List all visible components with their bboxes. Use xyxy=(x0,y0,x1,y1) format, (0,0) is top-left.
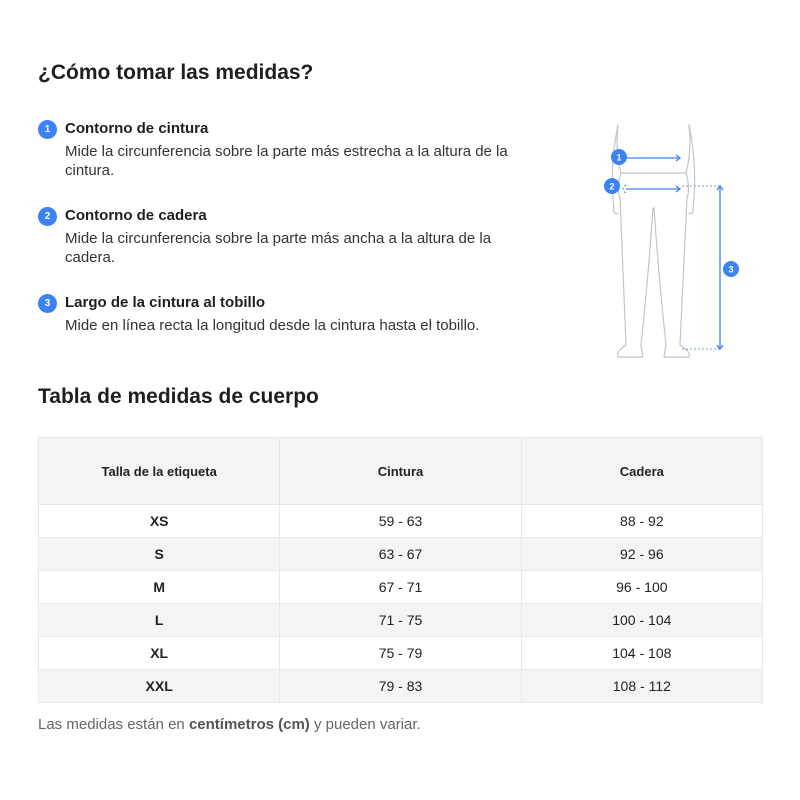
hip-cell: 108 - 112 xyxy=(521,670,762,703)
step-hip xyxy=(38,206,538,267)
size-table xyxy=(38,437,763,703)
size-table-title: Tabla de medidas de cuerpo xyxy=(38,385,319,408)
svg-text:1: 1 xyxy=(616,152,622,163)
step-waist xyxy=(38,119,538,180)
table-row xyxy=(39,505,763,538)
step-description: Mide en línea recta la longitud desde la cintura hasta el tobillo. xyxy=(65,317,480,334)
footnote-unit: centímetros (cm) xyxy=(188,716,310,733)
figure-badge-length xyxy=(723,261,739,277)
column-header-hip: Cadera xyxy=(521,438,762,505)
size-cell: XXL xyxy=(39,670,280,703)
size-cell: L xyxy=(39,604,280,637)
svg-text:3: 3 xyxy=(728,264,734,275)
step-number-badge: 3 xyxy=(38,294,57,313)
table-row xyxy=(39,604,763,637)
column-header-size: Talla de la etiqueta xyxy=(39,438,280,505)
size-cell: XL xyxy=(39,637,280,670)
footnote-suffix: y pueden variar. xyxy=(309,716,421,733)
units-footnote xyxy=(38,716,421,733)
waist-cell: 75 - 79 xyxy=(280,637,521,670)
table-row xyxy=(39,538,763,571)
step-title: Contorno de cintura xyxy=(65,120,209,137)
table-row xyxy=(39,571,763,604)
table-header-row xyxy=(39,438,763,505)
waist-cell: 71 - 75 xyxy=(280,604,521,637)
step-number-badge: 2 xyxy=(38,207,57,226)
hip-cell: 92 - 96 xyxy=(521,538,762,571)
measurement-figure xyxy=(596,113,746,368)
waist-cell: 63 - 67 xyxy=(280,538,521,571)
hip-cell: 104 - 108 xyxy=(521,637,762,670)
body-silhouette-illustration xyxy=(596,113,746,363)
waist-cell: 59 - 63 xyxy=(280,505,521,538)
step-number-badge: 1 xyxy=(38,120,57,139)
size-cell: S xyxy=(39,538,280,571)
step-length xyxy=(38,293,538,335)
hip-cell: 88 - 92 xyxy=(521,505,762,538)
column-header-waist: Cintura xyxy=(280,438,521,505)
svg-text:2: 2 xyxy=(609,181,615,192)
guide-title: ¿Cómo tomar las medidas? xyxy=(38,61,314,84)
size-cell: M xyxy=(39,571,280,604)
figure-badge-hip xyxy=(604,178,620,194)
waist-cell: 79 - 83 xyxy=(280,670,521,703)
hip-cell: 100 - 104 xyxy=(521,604,762,637)
table-row xyxy=(39,670,763,703)
figure-badge-waist xyxy=(611,149,627,165)
footnote-prefix: Las medidas están en xyxy=(38,716,189,733)
step-description: Mide la circunferencia sobre la parte más ancha a la altura de la cadera. xyxy=(65,230,492,266)
waist-cell: 67 - 71 xyxy=(280,571,521,604)
step-title: Largo de la cintura al tobillo xyxy=(65,294,266,311)
step-title: Contorno de cadera xyxy=(65,207,207,224)
size-cell: XS xyxy=(39,505,280,538)
step-description: Mide la circunferencia sobre la parte más estrecha a la altura de la cintura. xyxy=(65,143,508,179)
hip-cell: 96 - 100 xyxy=(521,571,762,604)
table-row xyxy=(39,637,763,670)
